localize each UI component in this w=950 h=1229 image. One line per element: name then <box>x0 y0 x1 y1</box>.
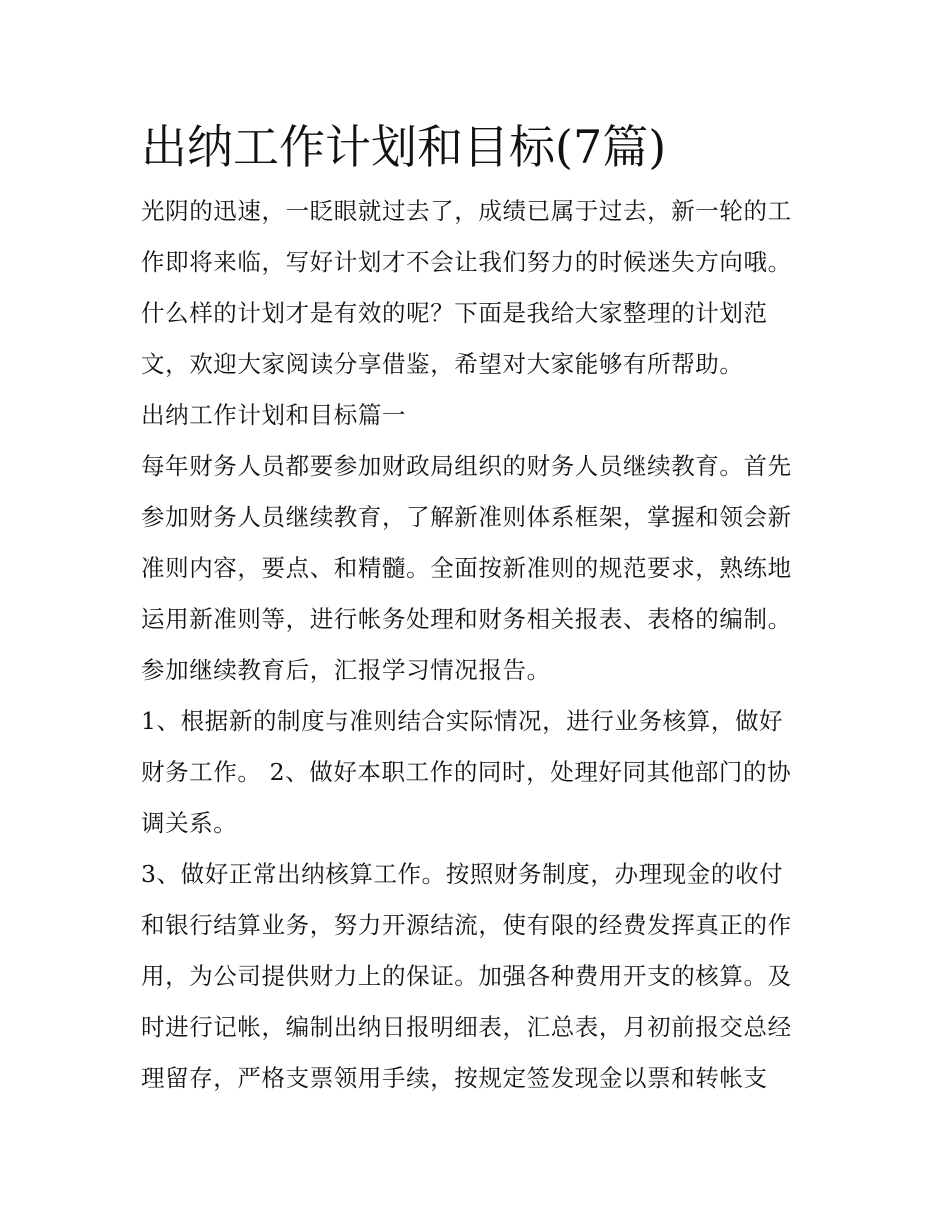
document-page <box>141 112 821 1104</box>
text-line: 准则内容，要点、和精髓。全面按新准则的规范要求，熟练地 <box>141 554 792 582</box>
text-line: 和银行结算业务，努力开源结流，使有限的经费发挥真正的作 <box>141 911 792 939</box>
list-paragraph-3 <box>141 849 821 1104</box>
intro-paragraph <box>141 186 821 390</box>
text-line: 财务工作。 2、做好本职工作的同时，处理好同其他部门的协 <box>141 758 792 786</box>
text-line: 3、做好正常出纳核算工作。按照财务制度，办理现金的收付 <box>141 860 784 888</box>
text-line: 文，欢迎大家阅读分享借鉴，希望对大家能够有所帮助。 <box>141 350 744 378</box>
text-line: 参加财务人员继续教育，了解新准则体系框架，掌握和领会新 <box>141 503 792 531</box>
text-line: 每年财务人员都要参加财政局组织的财务人员继续教育。首先 <box>141 452 792 480</box>
document-title: 出纳工作计划和目标(7篇) <box>141 120 667 174</box>
text-line: 用，为公司提供财力上的保证。加强各种费用开支的核算。及 <box>141 962 792 990</box>
section-heading <box>141 390 821 441</box>
text-line: 运用新准则等，进行帐务处理和财务相关报表、表格的编制。 <box>141 605 792 633</box>
body-paragraph <box>141 441 821 696</box>
text-line: 光阴的迅速，一眨眼就过去了，成绩已属于过去，新一轮的工 <box>141 197 792 225</box>
text-line: 调关系。 <box>141 809 238 837</box>
list-paragraph-1-2 <box>141 696 821 849</box>
text-line: 参加继续教育后，汇报学习情况报告。 <box>141 656 551 684</box>
text-line: 作即将来临，写好计划才不会让我们努力的时候迷失方向哦。 <box>141 248 792 276</box>
text-line: 1、根据新的制度与准则结合实际情况，进行业务核算，做好 <box>141 707 784 735</box>
text-line: 时进行记帐，编制出纳日报明细表，汇总表，月初前报交总经 <box>141 1013 792 1041</box>
text-line: 什么样的计划才是有效的呢？下面是我给大家整理的计划范 <box>141 299 768 327</box>
text-line: 理留存，严格支票领用手续，按规定签发现金以票和转帐支 <box>141 1064 768 1092</box>
section-heading-text: 出纳工作计划和目标篇一 <box>141 401 407 429</box>
